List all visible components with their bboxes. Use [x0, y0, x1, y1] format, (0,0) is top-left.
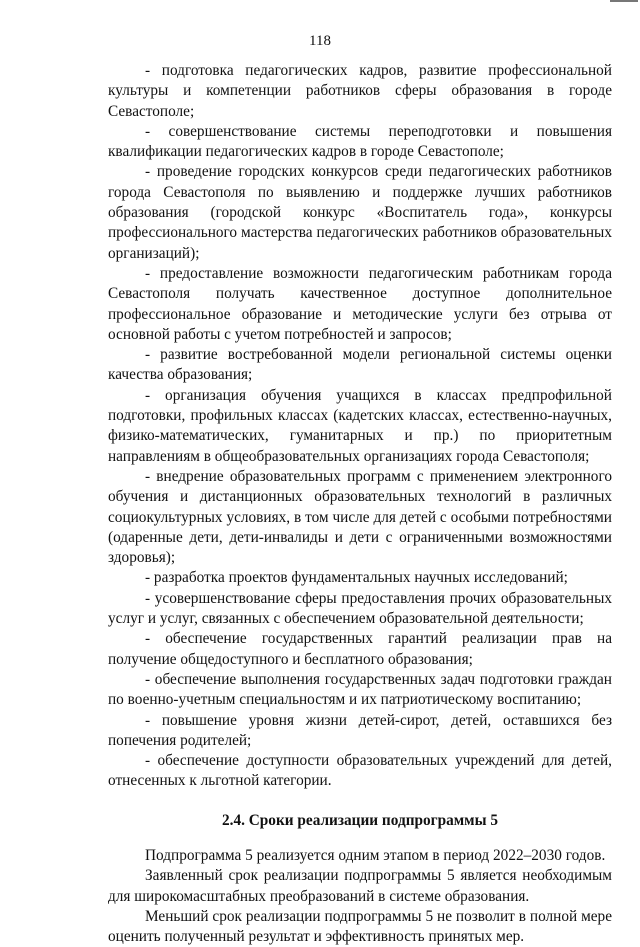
- measures-list: [108, 61, 612, 792]
- list-item: - разработка проектов фундаментальных научных исследований;: [145, 569, 568, 587]
- list-item: - внедрение образовательных программ с применением электронного обучения и дистанционных образовательных технологий в различных социокультурных условиях, в том числе для детей с особыми потребностями (одаренные дети, дети-инвалиды и дети с ограниченными возможностями здоровья);: [108, 467, 612, 567]
- list-item: - проведение городских конкурсов среди педагогических работников города Севастополя по выявлению и поддержке лучших работников образования (городской конкурс «Воспитатель года», конкурсы профессионального мастерства педагогических работников образовательных организаций);: [108, 163, 612, 262]
- paragraph: Подпрограмма 5 реализуется одним этапом в период 2022–2030 годов.: [145, 846, 606, 864]
- list-item: - усовершенствование сферы предоставления прочих образовательных услуг и услуг, связанных с обеспечением образовательной деятельности;: [108, 589, 612, 628]
- paragraph: Меньший срок реализации подпрограммы 5 не позволит в полной мере оценить полученный результат и эффективность принятых мер.: [108, 907, 612, 946]
- list-item: - обеспечение выполнения государственных задач подготовки граждан по военно-учетным специальностям и их патриотическому воспитанию;: [108, 670, 612, 709]
- page-number: 118: [309, 33, 331, 49]
- section-heading: 2.4. Сроки реализации подпрограммы 5: [221, 811, 499, 829]
- section-body: [108, 846, 612, 947]
- scan-edge-mark: [610, 0, 638, 2]
- paragraph: Заявленный срок реализации подпрограммы 5 является необходимым для широкомасштабных преобразований в системе образования.: [108, 867, 612, 905]
- list-item: - обеспечение государственных гарантий реализации прав на получение общедоступного и бесплатного образования;: [108, 630, 612, 668]
- list-item: - подготовка педагогических кадров, развитие профессиональной культуры и компетенции работников сферы образования в городе Севастополе;: [108, 62, 612, 120]
- document-body: [108, 61, 612, 947]
- list-item: - обеспечение доступности образовательных учреждений для детей, отнесенных к льготной категории.: [108, 752, 612, 790]
- list-item: - развитие востребованной модели региональной системы оценки качества образования;: [108, 346, 612, 384]
- list-item: - организация обучения учащихся в классах предпрофильной подготовки, профильных классах (кадетских классах, естественно-научных, физико-математических, гуманитарных и пр.) по приоритетным направлениям в общеобразовательных организациях города Севастополя;: [108, 386, 612, 465]
- list-item: - повышение уровня жизни детей-сирот, детей, оставшихся без попечения родителей;: [108, 711, 612, 749]
- list-item: - предоставление возможности педагогическим работникам города Севастополя получать качественное доступное дополнительное профессиональное образование и методические услуги без отрыва от основной работы с учетом потребностей и запросов;: [108, 264, 612, 343]
- list-item: - совершенствование системы переподготовки и повышения квалификации педагогических кадров в городе Севастополе;: [108, 122, 612, 161]
